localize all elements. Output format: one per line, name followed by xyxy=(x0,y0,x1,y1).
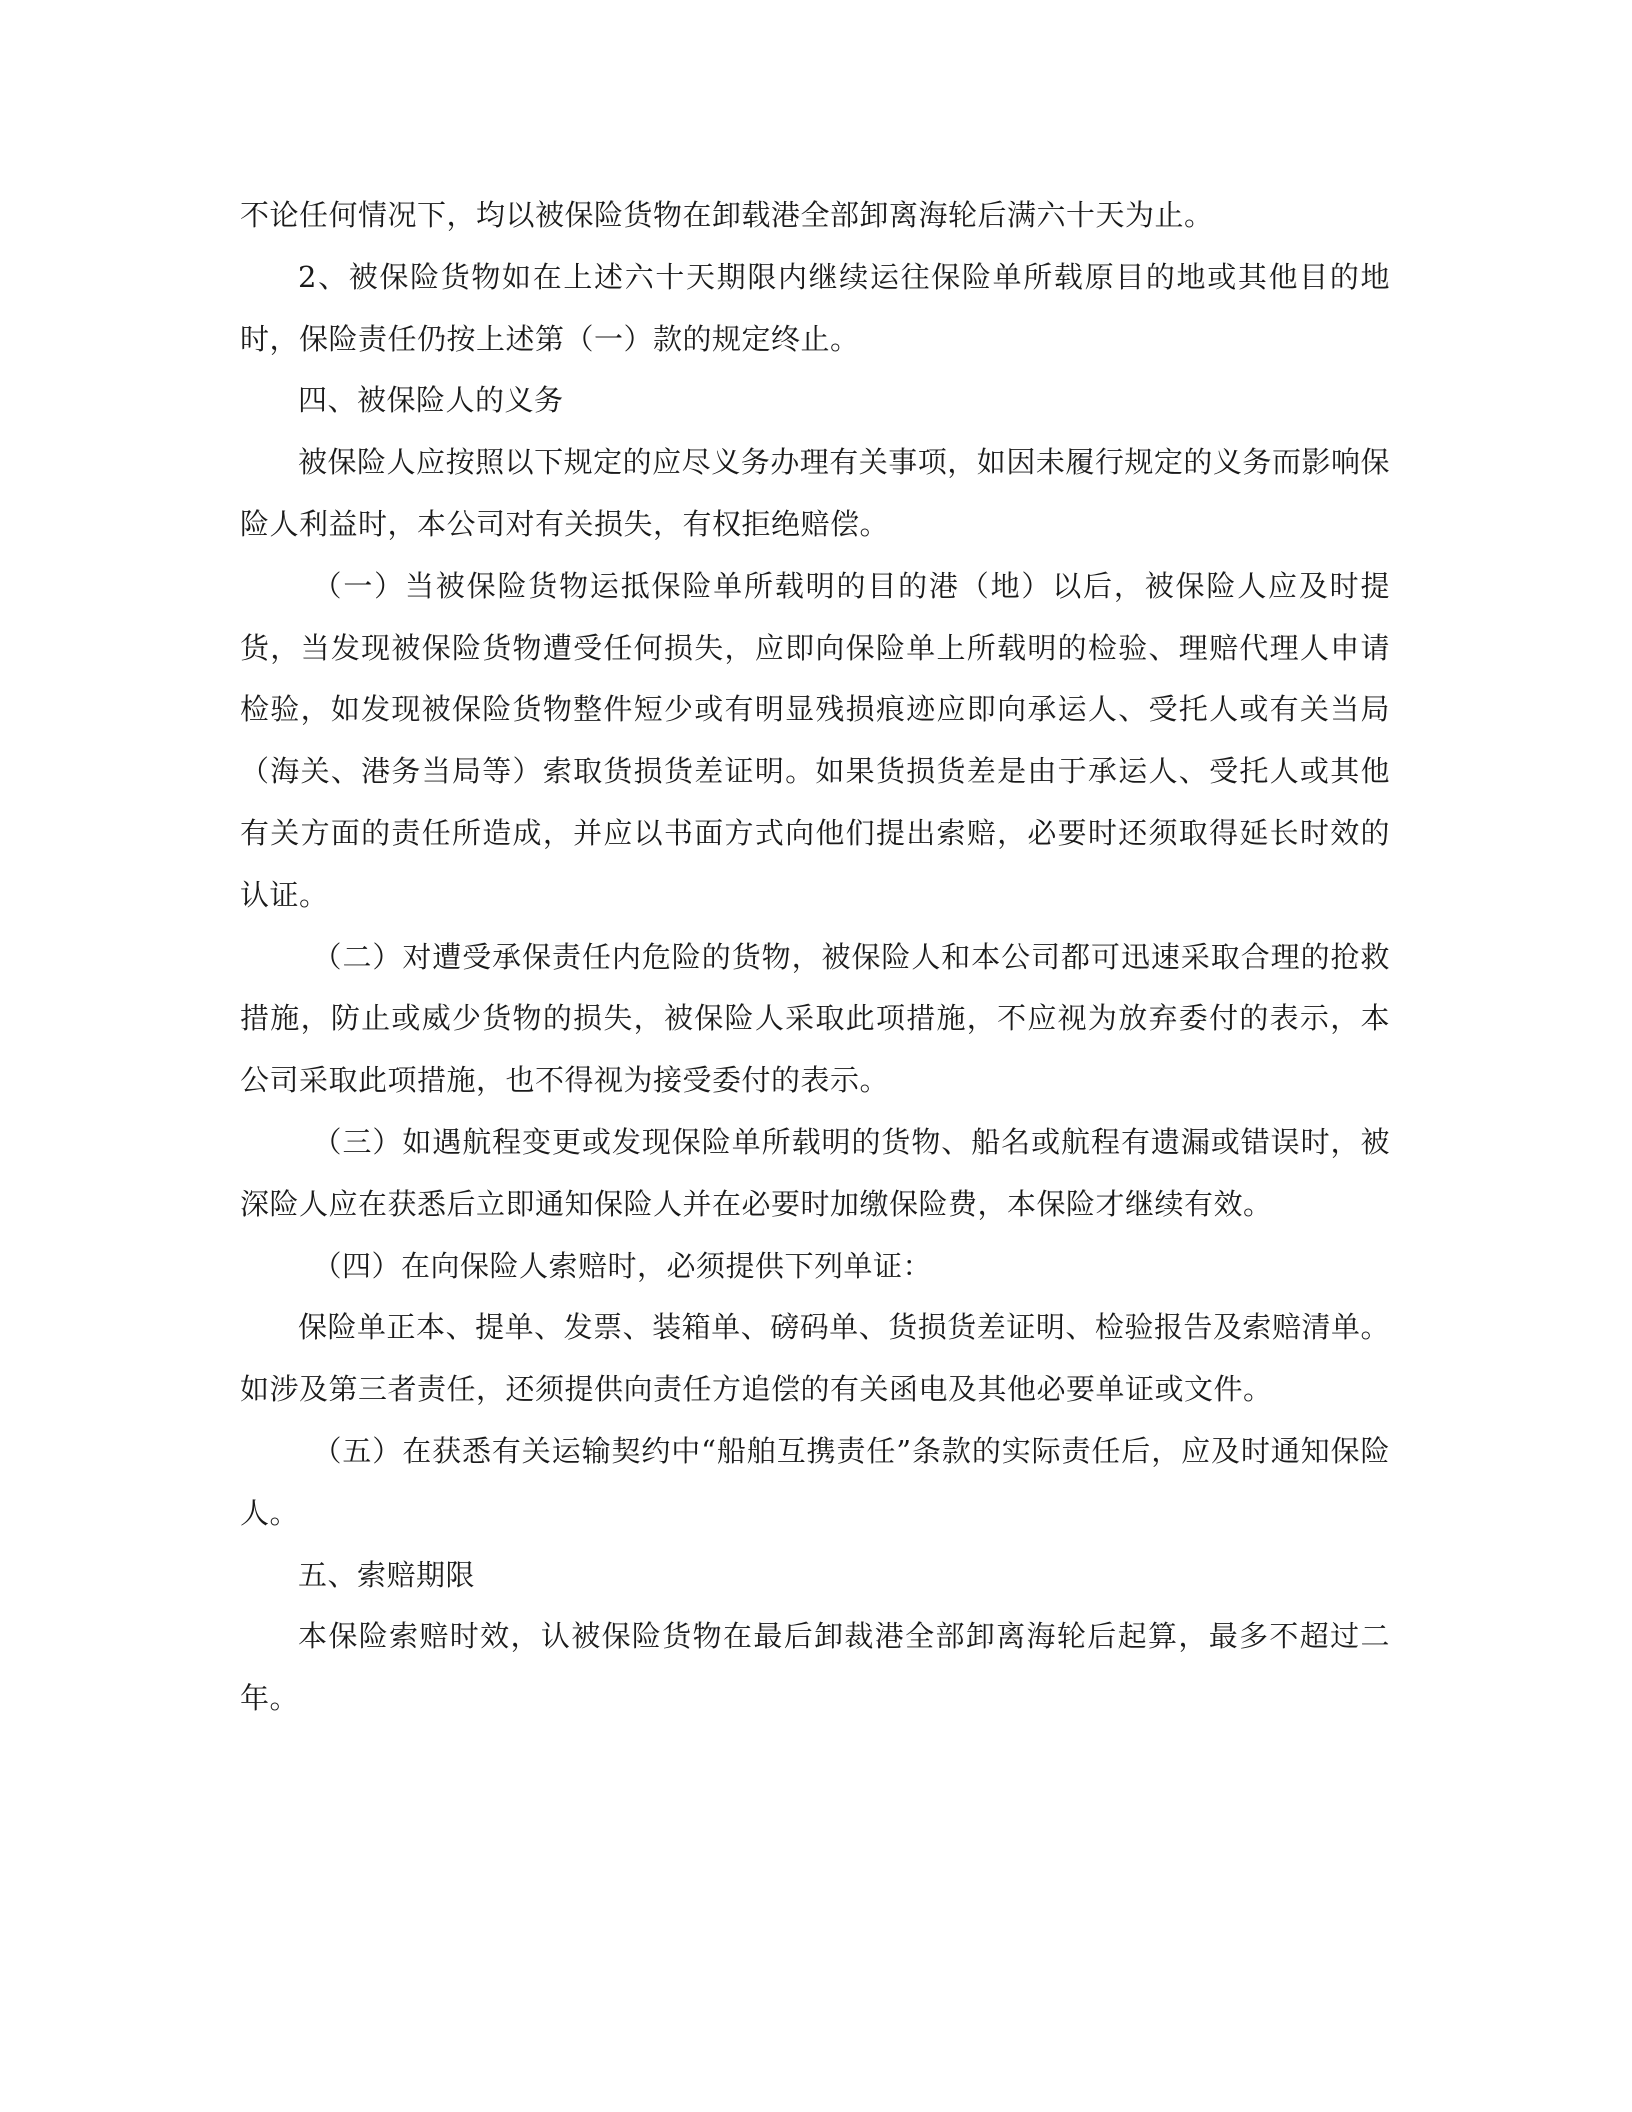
paragraph-continuation: 不论任何情况下，均以被保险货物在卸载港全部卸离海轮后满六十天为止。 xyxy=(240,198,1214,232)
section-heading-claim-period: 五、索赔期限 xyxy=(298,1557,476,1592)
paragraph-item-4: （四）在向保险人索赔时，必须提供下列单证： xyxy=(312,1248,933,1283)
paragraph-clause-2: 2、被保险货物如在上述六十天期限内继续运往保险单所载原目的地或其他目的地时，保险责任仍按上述第（一）款的规定终止。 xyxy=(240,259,1390,356)
paragraph-item-5: （五）在获悉有关运输契约中“船舶互携责任”条款的实际责任后，应及时通知保险人。 xyxy=(240,1433,1390,1530)
paragraph-item-1: （一）当被保险货物运抵保险单所载明的目的港（地）以后，被保险人应及时提货，当发现被保险货物遭受任何损失，应即向保险单上所载明的检验、理赔代理人申请检验，如发现被保险货物整件短少或有明显残损痕迹应即向承运人、受托人或有关当局（海关、港务当局等）索取货损货差证明。如果货损货差是由于承运人、受托人或其他有关方面的责任所造成，并应以书面方式向他们提出索赔，必要时还须取得延长时效的认证。 xyxy=(240,568,1390,912)
paragraph-obligations-intro: 被保险人应按照以下规定的应尽义务办理有关事项，如因未履行规定的义务而影响保险人利益时，本公司对有关损失，有权拒绝赔偿。 xyxy=(240,445,1390,541)
paragraph-item-3: （三）如遇航程变更或发现保险单所载明的货物、船名或航程有遗漏或错误时，被深险人应在获悉后立即通知保险人并在必要时加缴保险费，本保险才继续有效。 xyxy=(240,1124,1390,1221)
paragraph-required-documents: 保险单正本、提单、发票、装箱单、磅码单、货损货差证明、检验报告及索赔清单。如涉及第三者责任，还须提供向责任方追偿的有关函电及其他必要单证或文件。 xyxy=(240,1310,1390,1407)
paragraph-claim-period: 本保险索赔时效，认被保险货物在最后卸裁港全部卸离海轮后起算，最多不超过二年。 xyxy=(240,1619,1390,1716)
document-body xyxy=(240,185,1390,1730)
paragraph-item-2: （二）对遭受承保责任内危险的货物，被保险人和本公司都可迅速采取合理的抢救措施，防止或威少货物的损失，被保险人采取此项措施，不应视为放弃委付的表示，本公司采取此项措施，也不得视为接受委付的表示。 xyxy=(240,939,1390,1098)
section-heading-insured-obligations: 四、被保险人的义务 xyxy=(298,383,564,418)
